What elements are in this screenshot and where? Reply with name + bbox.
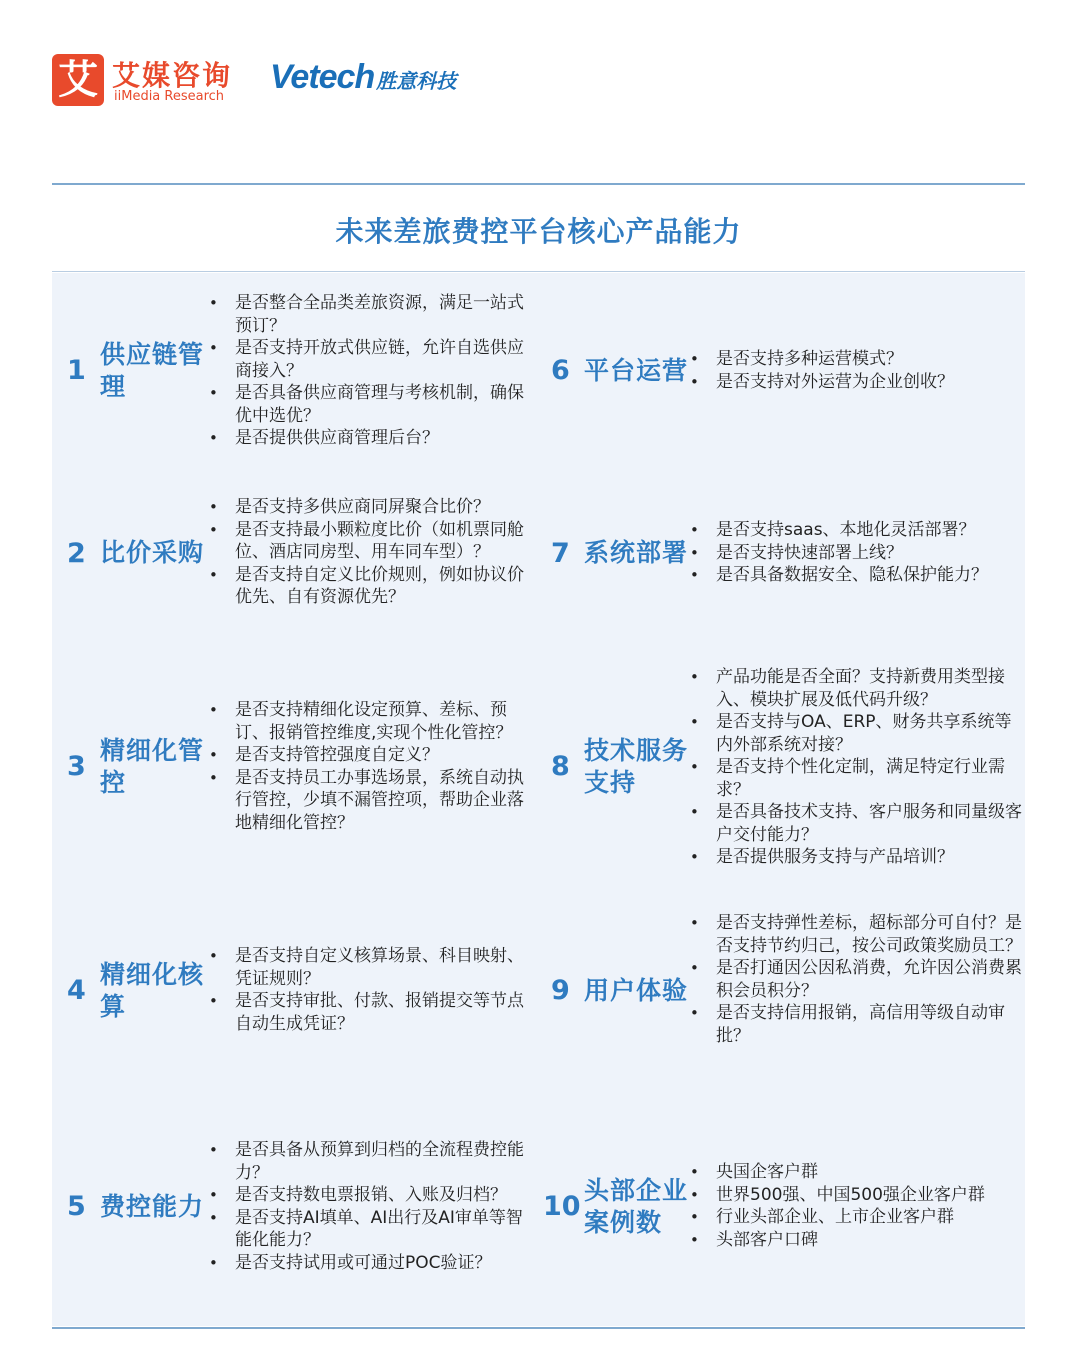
capability-name: 比价采购	[100, 538, 205, 567]
list-item: • 是否支持快速部署上线？	[690, 542, 1025, 565]
list-item: • 是否提供服务支持与产品培训？	[690, 846, 1025, 869]
list-item: • 是否支持管控强度自定义？	[209, 744, 539, 767]
capability-number: 8	[551, 751, 570, 782]
list-item: • 是否支持AI填单、AI出行及AI审单等智能化能力？	[209, 1207, 539, 1252]
capability-question-list	[209, 1139, 539, 1274]
list-item: • 是否支持多供应商同屏聚合比价？	[209, 496, 539, 519]
capability-question-list	[690, 519, 1025, 587]
list-item: • 是否支持自定义核算场景、科目映射、凭证规则？	[209, 945, 539, 990]
vetech-logo-en: Vetech	[270, 58, 375, 96]
list-item: • 是否支持数电票报销、入账及归档？	[209, 1184, 539, 1207]
list-item: • 是否具备供应商管理与考核机制，确保优中选优？	[209, 382, 539, 427]
title-divider	[52, 271, 1025, 272]
iimedia-logo-en: iiMedia Research	[114, 89, 225, 104]
bottom-divider	[52, 1327, 1025, 1329]
capability-number: 7	[551, 538, 570, 569]
capability-number: 5	[67, 1191, 86, 1222]
list-item: • 是否打通因公因私消费，允许因公消费累积会员积分？	[690, 957, 1025, 1002]
list-item: • 是否支持开放式供应链，允许自选供应商接入？	[209, 337, 539, 382]
list-item: • 是否具备数据安全、隐私保护能力？	[690, 564, 1025, 587]
list-item: • 世界500强、中国500强企业客户群	[690, 1184, 1025, 1207]
iimedia-logo-mark: 艾	[52, 54, 104, 106]
capability-question-list	[209, 292, 539, 450]
capability-number: 6	[551, 355, 570, 386]
capability-number: 4	[67, 975, 86, 1006]
capability-name: 费控能力	[100, 1192, 205, 1221]
top-divider	[52, 183, 1025, 185]
list-item: • 是否具备技术支持、客户服务和同量级客户交付能力？	[690, 801, 1025, 846]
capability-question-list	[690, 666, 1025, 869]
capability-name: 技术服务支持	[584, 736, 689, 797]
list-item: • 行业头部企业、上市企业客户群	[690, 1206, 1025, 1229]
vetech-logo-cn: 胜意科技	[376, 69, 457, 93]
iimedia-logo-cn: 艾媒咨询	[112, 59, 233, 92]
list-item: • 是否支持试用或可通过POC验证？	[209, 1252, 539, 1275]
capability-name: 供应链管理	[100, 340, 205, 401]
list-item: • 是否整合全品类差旅资源，满足一站式预订？	[209, 292, 539, 337]
capability-name: 系统部署	[584, 538, 689, 567]
capability-question-list	[690, 1161, 1025, 1251]
capability-number: 10	[543, 1191, 581, 1222]
list-item: • 是否支持精细化设定预算、差标、预订、报销管控维度,实现个性化管控？	[209, 699, 539, 744]
capability-question-list	[690, 348, 1025, 393]
list-item: • 是否支持信用报销，高信用等级自动审批？	[690, 1002, 1025, 1047]
capability-question-list	[209, 496, 539, 609]
capability-number: 9	[551, 975, 570, 1006]
capability-number: 2	[67, 538, 86, 569]
capability-question-list	[690, 912, 1025, 1047]
capability-question-list	[209, 945, 539, 1035]
capability-name: 平台运营	[584, 356, 689, 385]
list-item: • 头部客户口碑	[690, 1229, 1025, 1252]
capability-number: 3	[67, 751, 86, 782]
vetech-logo	[270, 58, 456, 98]
list-item: • 是否支持与OA、ERP、财务共享系统等内外部系统对接？	[690, 711, 1025, 756]
page-title: 未来差旅费控平台核心产品能力	[335, 215, 742, 248]
list-item: • 是否支持saas、本地化灵活部署？	[690, 519, 1025, 542]
capability-number: 1	[67, 355, 86, 386]
list-item: • 是否支持个性化定制，满足特定行业需求？	[690, 756, 1025, 801]
list-item: • 是否支持弹性差标，超标部分可自付？是否支持节约归己，按公司政策奖励员工？	[690, 912, 1025, 957]
list-item: • 产品功能是否全面？支持新费用类型接入、模块扩展及低代码升级？	[690, 666, 1025, 711]
list-item: • 是否提供供应商管理后台？	[209, 427, 539, 450]
capability-name: 用户体验	[584, 976, 689, 1005]
capability-name: 精细化核算	[100, 960, 205, 1021]
list-item: • 是否支持对外运营为企业创收？	[690, 371, 1025, 394]
list-item: • 是否支持审批、付款、报销提交等节点自动生成凭证？	[209, 990, 539, 1035]
list-item: • 是否支持自定义比价规则，例如协议价优先、自有资源优先？	[209, 564, 539, 609]
list-item: • 是否支持最小颗粒度比价（如机票同舱位、酒店同房型、用车同车型）？	[209, 519, 539, 564]
capability-name: 精细化管控	[100, 736, 205, 797]
capability-name: 头部企业案例数	[584, 1176, 689, 1237]
list-item: • 是否支持多种运营模式？	[690, 348, 1025, 371]
iimedia-logo	[52, 54, 242, 110]
list-item: • 是否支持员工办事选场景，系统自动执行管控，少填不漏管控项，帮助企业落地精细化管控？	[209, 767, 539, 835]
list-item: • 是否具备从预算到归档的全流程费控能力？	[209, 1139, 539, 1184]
list-item: • 央国企客户群	[690, 1161, 1025, 1184]
capability-question-list	[209, 699, 539, 834]
